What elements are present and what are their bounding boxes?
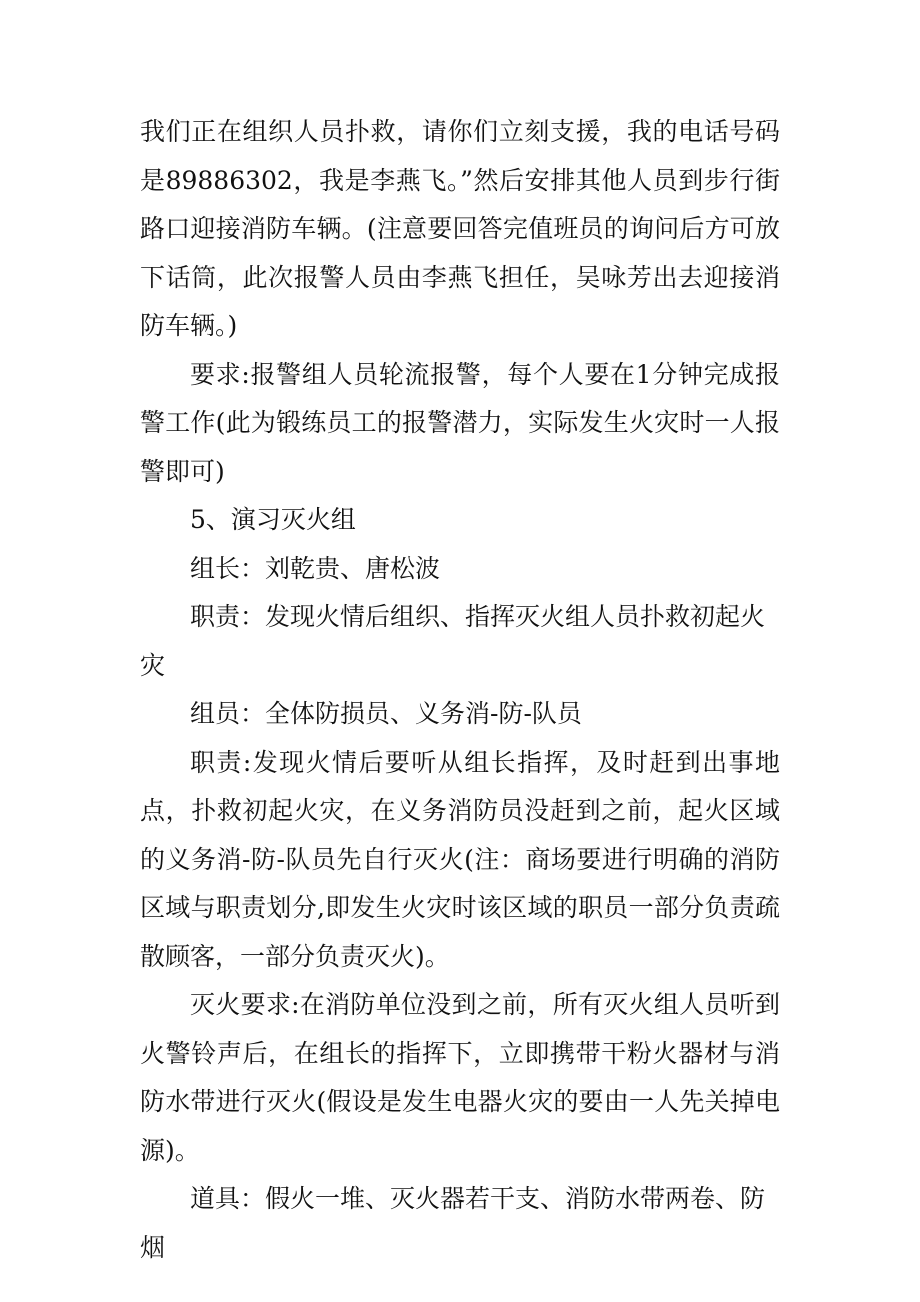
paragraph-group-members: 组员：全体防损员、义务消-防-队员 bbox=[190, 699, 582, 728]
paragraph-alarm-requirement: 要求:报警组人员轮流报警，每个人要在1分钟完成报警工作(此为锻练员工的报警潜力，实际发生火灾时一人报警即可) bbox=[140, 359, 780, 486]
paragraph-member-duties: 职责:发现火情后要听从组长指挥，及时赶到出事地点，扑救初起火灾，在义务消防员没赶到之前，起火区域的义务消-防-队员先自行灭火(注：商场要进行明确的消防区域与职责划分,即发生火灾时该区域的职员一部分负责疏散顾客，一部分负责灭火)。 bbox=[140, 747, 780, 971]
paragraph-leader-duties: 职责：发现火情后组织、指挥灭火组人员扑救初起火灾 bbox=[140, 602, 766, 680]
document-body bbox=[140, 108, 780, 1272]
paragraph-firefighting-requirement: 灭火要求:在消防单位没到之前，所有灭火组人员听到火警铃声后，在组长的指挥下，立即携带干粉火器材与消防水带进行灭火(假设是发生电器火灾的要由一人先关掉电源)。 bbox=[140, 990, 780, 1165]
paragraph-call-report: 我们正在组织人员扑救，请你们立刻支援，我的电话号码是89886302，我是李燕飞。”然后安排其他人员到步行街路口迎接消防车辆。(注意要回答完值班员的询问后方可放下话筒，此次报警人员由李燕飞担任，吴咏芳出去迎接消防车辆。) bbox=[140, 117, 780, 340]
section-heading-firefighting-group: 5、演习灭火组 bbox=[190, 505, 356, 534]
paragraph-group-leaders: 组长：刘乾贵、唐松波 bbox=[190, 553, 441, 583]
paragraph-props: 道具：假火一堆、灭火器若干支、消防水带两卷、防烟 bbox=[140, 1184, 766, 1262]
